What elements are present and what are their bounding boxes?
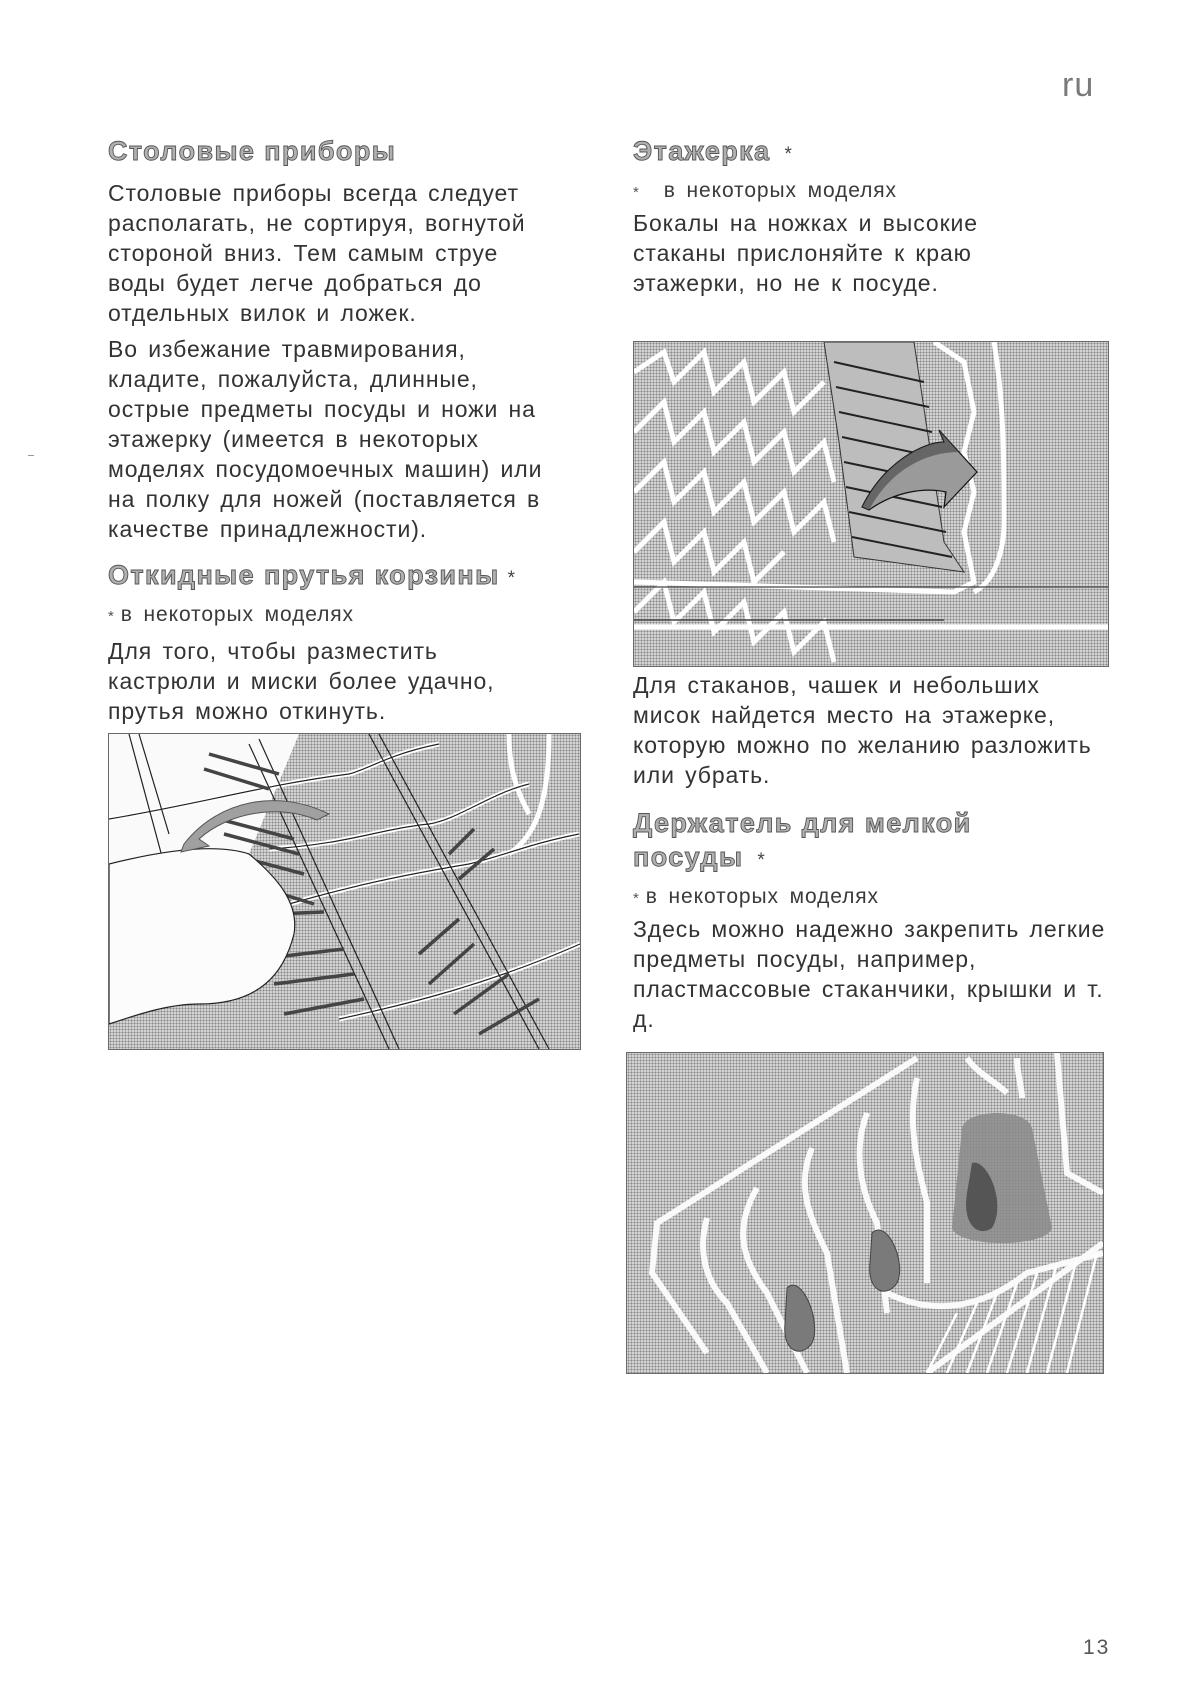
footnote-star: *: [507, 568, 517, 589]
note-text: в некоторых моделях: [663, 179, 897, 202]
small-items-holder-illustration: [626, 1052, 1104, 1374]
cup-shelf-illustration: [633, 341, 1109, 667]
model-note: [633, 882, 1113, 914]
cup-shelf-after-paragraph: Для стаканов, чашек и небольших мисок найдется место на этажерке, которую можно по желанию разложить или убрать.: [633, 672, 1092, 788]
cutlery-paragraph-2: Во избежание травмирования, кладите, пожалуйста, длинные, острые предметы посуды и ножи на этажерку (имеется в некоторых моделях посудомоечных машин) или на полку для ножей (поставляется в качестве принадлежности).: [108, 336, 543, 542]
left-column: [108, 134, 588, 726]
folding-tines-paragraph: Для того, чтобы разместить кастрюли и миски более удачно, прутья можно откинуть.: [108, 638, 495, 724]
section-heading-small-items-holder-line2: [633, 840, 1113, 878]
footnote-star: *: [633, 890, 640, 907]
cup-shelf-paragraph: Бокалы на ножках и высокие стаканы прислоняйте к краю этажерки, но не к посуде.: [633, 210, 978, 296]
note-text: в некоторых моделях: [645, 885, 879, 908]
right-column-continued: [633, 670, 1113, 1034]
cutlery-paragraph-1: Столовые приборы всегда следует располагать, не сортируя, вогнутой стороной вниз. Тем самым струе воды будет легче добраться до отдельных вилок и ложек.: [108, 180, 526, 326]
small-items-holder-paragraph: Здесь можно надежно закрепить легкие предметы посуды, например, пластмассовые стаканчики, крышки и т. д.: [633, 916, 1106, 1032]
section-heading-small-items-holder: [633, 806, 1113, 840]
footnote-star: *: [108, 608, 115, 625]
footnote-star: *: [633, 184, 640, 201]
section-heading-cup-shelf: [633, 134, 1113, 172]
model-note: [633, 176, 1113, 208]
folding-basket-tines-illustration: [108, 733, 581, 1050]
heading-text: Этажерка: [633, 136, 771, 166]
footnote-star: *: [784, 144, 794, 165]
heading-text-line1: Держатель для мелкой: [633, 808, 972, 838]
scan-artifact: [28, 455, 34, 456]
heading-text: Столовые приборы: [108, 136, 397, 166]
page-number: 13: [1083, 1636, 1111, 1659]
model-note: [108, 600, 588, 632]
section-heading-cutlery: [108, 134, 588, 168]
footnote-star: *: [757, 850, 767, 871]
section-heading-folding-tines: [108, 558, 588, 596]
note-text: в некоторых моделях: [120, 603, 354, 626]
language-code: ru: [1062, 66, 1095, 104]
heading-text: Откидные прутья корзины: [108, 560, 500, 590]
heading-text-line2: посуды: [633, 842, 744, 872]
right-column: [633, 134, 1113, 298]
